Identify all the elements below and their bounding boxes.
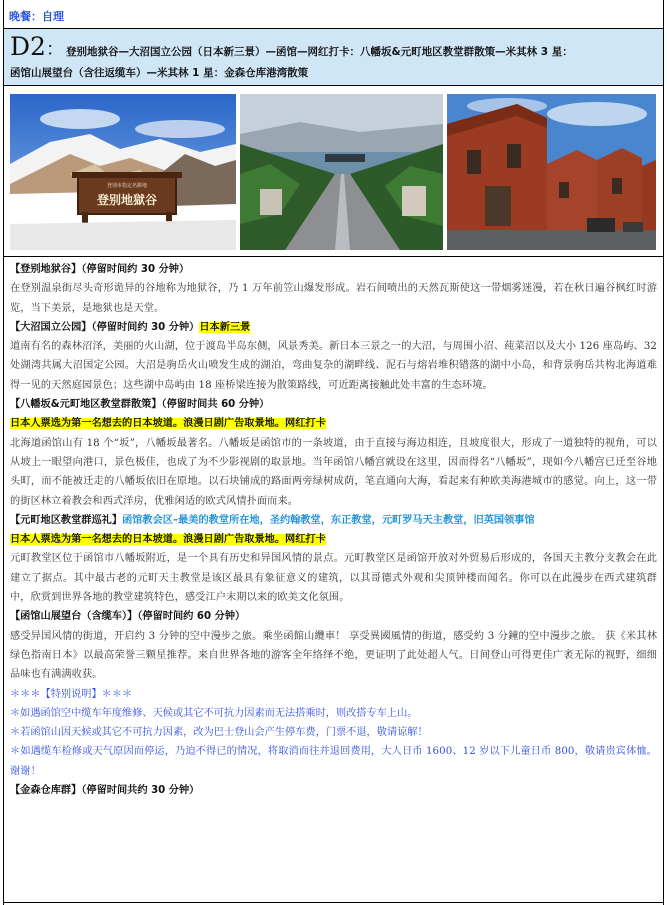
motomachi-highlight-tag: 日本人票选为第一名想去的日本坡道。浪漫日剧广告取景地。网红打卡 (10, 534, 326, 546)
day-title-line2: 函馆山展望台（含往返缆车）—米其林 1 星：金森仓库港湾散策 (10, 67, 309, 79)
special-notice-2: ＊若函馆山因天候或其它不可抗力因素，改为巴士登山会产生停车费，门票不退，敬请谅解！ (10, 727, 428, 739)
sign-small-text: 登別市指定名勝地 (106, 183, 148, 189)
special-notice-3: ＊如遇缆车检修或天气原因而停运，乃迫不得已的情况，将取消而往并退回费用，大人日币 1600、12 岁以下儿童日币 800，敬请贵宾体恤。谢谢！ (10, 746, 657, 777)
special-notice-heading: ＊＊＊【特别说明】＊＊＊ (10, 688, 133, 700)
special-notice-1: ＊如遇函馆空中缆车年度维修、天候或其它不可抗力因素而无法搭乘时，则改搭专车上山。 (10, 707, 418, 719)
dinner-note: 晚餐：自理 (9, 10, 64, 23)
day-title-line1: 登别地狱谷—大沼国立公园（日本新三景）—函馆—网红打卡：八幡坂&元町地区教堂群散策—米其林 3 星： (65, 46, 573, 58)
section-body-hakodateyama: 感受异国风情的街道，开启约 3 分钟的空中漫步之旅。乘坐函館山纜車！ 享受異國風情的街道，感受約 3 分鐘的空中漫步之旅。 获《米其林绿色指南日本》以最高荣誉三颗星推荐。来自世界各地的游客全年络绎不绝，更证明了此处超人气。日间登山可得更佳广袤无际的视野，细细品味也有满满收获。 (10, 630, 657, 681)
section-body-hachimanzaka: 北海道函馆山有 18 个“坂”，八幡坂最著名。八幡坂是函馆市的一条坡道，由于直接与海边相连，且坡度很大，形成了一道独特的视角，可以从坡上一眼望向港口，景色极佳，也成了为不少影视剧的取景地。当年函馆八幡宫就设在这里，因而得名“八幡坂”，现如今八幡宫已迁至谷地头町，而不能被迁走的八幡坂依旧在原地。以石块铺成的路面两旁绿树成荫，笔直通向大海，看起来有种欧美海港城市的感觉。向上，这一带的街区林立着教会和西式洋房，优雅闲适的欧式风情扑面而来。 (10, 437, 657, 507)
section-title-motomachi (10, 511, 657, 530)
motomachi-title-text: 【元町地区教堂群巡礼】 (10, 514, 123, 526)
hachimanzaka-highlight-line (10, 414, 657, 433)
onuma-title-text: 【大沼国立公园】（停留时间约 30 分钟） (10, 321, 200, 333)
section-title-onuma (10, 318, 657, 337)
section-title-hachimanzaka: 【八幡坂&元町地区教堂群散策】（停留时间共 60 分钟） (10, 399, 270, 411)
section-title-kanemori: 【金森仓库群】（停留时间共约 30 分钟） (10, 785, 200, 797)
day-number: D2 (10, 32, 46, 61)
day-colon: ： (45, 39, 64, 60)
sign-text: 登别地獄谷 (96, 193, 158, 207)
section-title-jigokudani: 【登别地狱谷】（停留时间约 30 分钟） (10, 264, 190, 275)
motomachi-churches-list: 函馆教会区–最美的教堂所在地，圣约翰教堂，东正教堂，元町罗马天主教堂，旧英国领事馆 (122, 514, 535, 526)
section-body-motomachi: 元町教堂区位于函馆市八幡坂附近，是一个具有历史和异国风情的景点。元町教堂区是函馆开放对外贸易后形成的，各国天主教分支教会在此建立了据点。其中最古老的元町天主教堂是该区最具有象征意义的建筑，以其哥德式外观和尖顶钟楼而闻名。你可以在此漫步在西式建筑群中，欣赏到世界各地的教堂建筑特色，感受江户末期以来的欧美文化氛围。 (10, 553, 657, 604)
kanemori-warehouse-photo (447, 94, 656, 250)
onuma-highlight-tag: 日本新三景 (199, 321, 251, 333)
jigokudani-photo (10, 94, 236, 250)
bottom-rule (4, 902, 663, 903)
photo-strip (4, 86, 663, 257)
itinerary-content (4, 260, 663, 800)
hachimanzaka-highlight-tag: 日本人票选为第一名想去的日本坡道。浪漫日剧广告取景地。网红打卡 (10, 418, 326, 430)
section-title-hakodateyama: 【函馆山展望台（含缆车）】（停留时间约 60 分钟） (10, 611, 246, 623)
motomachi-highlight-line (10, 530, 657, 549)
itinerary-page (3, 0, 664, 905)
section-body-jigokudani: 在登别温泉街尽头奇形诡异的谷地称为地狱谷，乃 1 万年前笠山爆发形成。岩石间喷出的天然瓦斯使这一带烟雾迷漫，若在秋日遍谷枫红时游览，当下美景，是地狱也是天堂。 (10, 283, 657, 314)
hachimanzaka-photo (240, 94, 443, 250)
section-body-onuma: 道南有名的森林沼泽，美丽的火山湖，位于渡岛半岛东侧，风景秀美。新日本三景之一的大沼，与周围小沼、莼菜沼以及大小 126 座岛屿、32 处湖湾共属大沼国定公园。大沼是驹岳火山喷发生成的湖泊，弯曲复杂的湖畔线、泥石与熔岩堆积错落的湖中小岛，和背景驹岳共构北海道难得一见的天然庭园景色；这些湖中岛屿由 18 座桥梁连接为散策路线，可近距离接触此处丰富的生态环境。 (10, 341, 657, 391)
day-header (4, 28, 663, 86)
